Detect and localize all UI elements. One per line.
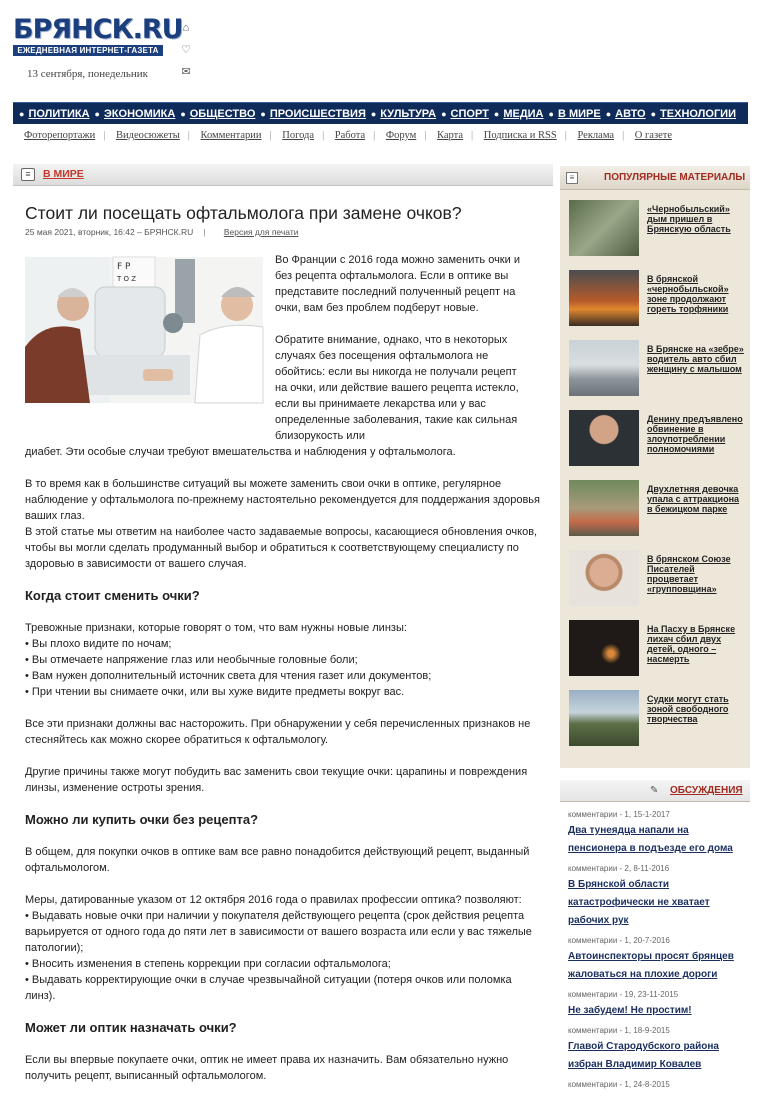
subnav-photo-reports[interactable]: Фоторепортажи [24,130,96,141]
list-item[interactable] [569,340,750,410]
discussions-list [560,802,750,1090]
thumbnail[interactable] [569,550,639,606]
subnav-rss[interactable]: Подписка и RSS [483,130,557,141]
article-paragraph: В этой статье мы ответим на наиболее часто задаваемые вопросы, касающиеся обновления очков, чтобы вы могли сделать продуманный выбор и обратиться к соответствующему специалисту по здоровью в зависимости от вашего случая. [25,526,538,570]
list-item: • При чтении вы снимаете очки, или вы хуже видите предметы вокруг вас. [25,684,540,700]
nav-item-media[interactable]: МЕДИА [503,107,544,120]
article-subheading: Когда стоит сменить очки? [25,588,200,603]
section-bar [13,164,553,186]
list-item[interactable] [569,690,750,760]
thumbnail[interactable] [569,620,639,676]
discussion-link[interactable]: Главой Стародубского района избран Владимир Ковалев [568,1041,719,1070]
discussion-link[interactable]: Не забудем! Не простим! [568,1005,692,1016]
subnav-comments[interactable]: Комментарии [200,130,262,141]
discussions-title[interactable]: ОБСУЖДЕНИЯ [670,785,743,796]
article-paragraph: Все эти признаки должны вас насторожить. При обнаружении у себя перечисленных признаков не стесняйтесь как можно скорее обратиться к офтальмологу. [25,718,531,746]
popular-link[interactable]: Судки могут стать зоной свободного творчества [647,694,729,724]
subnav-jobs[interactable]: Работа [334,130,366,141]
popular-header [560,166,750,190]
thumbnail[interactable] [569,410,639,466]
nav-item-tech[interactable]: ТЕХНОЛОГИИ [660,107,736,120]
header-icons [180,22,192,88]
subnav-weather[interactable]: Погода [282,130,315,141]
discussion-meta: комментарии - 2, 8-11-2016 [568,864,670,873]
popular-link[interactable]: Двухлетняя девочка упала с аттракциона в бежицком парке [647,484,740,514]
article-paragraph: Другие причины также могут побудить вас заменить свои текущие очки: царапины и повреждения линзы, изменение остроты зрения. [25,766,528,794]
logo-tagline: ЕЖЕДНЕВНАЯ ИНТЕРНЕТ-ГАЗЕТА [13,45,163,56]
article-paragraph: диабет. Эти особые случаи требуют вмешательства и наблюдения у офтальмолога. [25,446,456,458]
popular-link[interactable]: «Чернобыльский» дым пришел в Брянскую область [647,204,731,234]
list-item[interactable] [569,550,750,620]
popular-link[interactable]: В брянском Союзе Писателей процветает «групповщина» [647,554,731,594]
heart-icon[interactable]: ♡ [181,44,191,56]
main-nav: ● ПОЛИТИКА ● ЭКОНОМИКА ● ОБЩЕСТВО ● ПРОИСШЕСТВИЯ ● КУЛЬТУРА ● СПОРТ ● МЕДИА ● В МИРЕ ● АВТО ● ТЕХНОЛОГИИ [13,102,748,124]
popular-link[interactable]: В Брянске на «зебре» водитель авто сбил женщину с малышом [647,344,744,374]
article-paragraph: Если вы впервые покупаете очки, оптик не имеет права их назначить. Вам обязательно нужно получить рецепт, выписанный офтальмологом. [25,1054,509,1082]
article-title: Стоит ли посещать офтальмолога при замене очков? [25,203,462,223]
subnav-map[interactable]: Карта [437,130,464,141]
newspaper-icon: ≡ [21,168,35,181]
section-link-world[interactable]: В МИРЕ [43,168,84,180]
subnav-videos[interactable]: Видеосюжеты [115,130,180,141]
site-header [0,0,768,98]
signs-list [25,636,540,700]
current-date: 13 сентября, понедельник [27,68,149,80]
site-logo[interactable] [13,14,183,59]
discussion-link[interactable]: В Брянской области катастрофически не хватает рабочих рук [568,879,710,926]
thumbnail[interactable] [569,480,639,536]
popular-link[interactable]: В брянской «чернобыльской» зоне продолжают гореть торфяники [647,274,729,314]
list-item: • Вы отмечаете напряжение глаз или необычные головные боли; [25,652,540,668]
secondary-nav: Фоторепортажи | Видеосюжеты | Комментарии | Погода | Работа | Форум | Карта | Подписка и RSS | Реклама | О газете [24,130,673,141]
measures-list [25,908,540,1004]
nav-item-culture[interactable]: КУЛЬТУРА [380,107,437,120]
subnav-ads[interactable]: Реклама [577,130,615,141]
popular-list [560,190,750,768]
discussion-meta: комментарии - 19, 23-11-2015 [568,990,679,999]
list-item[interactable] [569,270,750,340]
discussion-meta: комментарии - 1, 24-8-2015 [568,1080,670,1089]
article-meta [25,227,298,237]
list-item: • Выдавать новые очки при наличии у покупателя действующего рецепта (срок действия рецепта варьируется от одного года до пяти лет в зависимости от вашего возраста или если у вас тяжелые патологии); [25,908,540,956]
popular-link[interactable]: На Пасху в Брянске лихач сбил двух детей, одного – насмерть [647,624,736,664]
article-paragraph: Меры, датированные указом от 12 октября 2016 года о правилах профессии оптика? позволяют: [25,894,522,906]
article-paragraph: В общем, для покупки очков в оптике вам все равно понадобится действующий рецепт, выданный офтальмологом. [25,846,530,874]
thumbnail[interactable] [569,200,639,256]
article-paragraph: В то время как в большинстве ситуаций вы можете заменить свои очки в оптике, регулярное наблюдение у офтальмолога по-прежнему настоятельно рекомендуется для поддержания здоровья ваших глаз. [25,478,540,522]
article-subheading: Можно ли купить очки без рецепта? [25,812,259,827]
article-body [25,252,540,1100]
thumbnail[interactable] [569,340,639,396]
list-item: • Вам нужен дополнительный источник света для чтения газет или документов; [25,668,540,684]
subnav-about[interactable]: О газете [634,130,673,141]
meta-separator: | [203,227,206,237]
discussions-header [560,780,750,802]
article-subheading: Может ли оптик назначать очки? [25,1020,237,1035]
list-item: • Вносить изменения в степень коррекции при согласии офтальмолога; [25,956,540,972]
nav-item-politics[interactable]: ПОЛИТИКА [28,107,90,120]
list-item[interactable] [569,480,750,550]
popular-link[interactable]: Денину предъявлено обвинение в злоупотреблении полномочиями [647,414,743,454]
home-icon[interactable]: ⌂ [182,22,190,34]
list-item [568,864,750,928]
list-item [568,1080,750,1090]
svg-text:F P: F P [117,262,131,272]
discussion-meta: комментарии - 1, 18-9-2015 [568,1026,670,1035]
subnav-forum[interactable]: Форум [385,130,417,141]
discussion-link[interactable]: Два тунеядца напали на пенсионера в подъезде его дома [568,825,733,854]
list-item[interactable] [569,620,750,690]
popular-title: ПОПУЛЯРНЫЕ МАТЕРИАЛЫ [604,172,746,183]
logo-text: БРЯНСК.RU [13,14,183,45]
list-item[interactable] [569,410,750,480]
list-item [568,810,750,856]
nav-item-incidents[interactable]: ПРОИСШЕСТВИЯ [269,107,366,120]
article-paragraph: Во Франции с 2016 года можно заменить очки и без рецепта офтальмолога. Если в оптике вы представите последний полученный рецепт на очки, вам без проблем подберут новые. [275,254,520,314]
nav-item-world[interactable]: В МИРЕ [557,107,601,120]
article-date: 25 мая 2021, вторник, 16:42 – БРЯНСК.RU [25,227,194,237]
list-item[interactable] [569,200,750,270]
nav-item-society[interactable]: ОБЩЕСТВО [189,107,256,120]
newspaper-icon: ≡ [566,172,578,184]
svg-text:T O Z: T O Z [117,275,137,283]
list-item [568,936,750,982]
list-item: • Вы плохо видите по ночам; [25,636,540,652]
article-paragraph: Тревожные признаки, которые говорят о том, что вам нужны новые линзы: [25,622,407,634]
list-item [568,990,750,1018]
discussion-meta: комментарии - 1, 20-7-2016 [568,936,670,945]
article-paragraph: Обратите внимание, однако, что в некоторых случаях без посещения офтальмолога не обойтись: если вы никогда не получали рецепт на очки, или действие вашего рецепта истекло, если вы принимаете лекарства или у вас определенные заболевания, такие как сильная близорукость или [275,334,519,442]
thumbnail[interactable] [569,690,639,746]
list-item: • Выдавать корректирующие очки в случае чрезвычайной ситуации (потеря очков или поломка линз). [25,972,540,1004]
mail-icon[interactable]: ✉ [181,66,191,78]
chat-icon: ✎ [650,785,659,796]
nav-item-auto[interactable]: АВТО [615,107,646,120]
print-version-link[interactable]: Версия для печати [223,227,299,237]
discussion-link[interactable]: Автоинспекторы просят брянцев жаловаться на плохие дороги [568,951,734,980]
sidebar [560,166,750,1098]
list-item [568,1026,750,1072]
thumbnail[interactable] [569,270,639,326]
discussion-meta: комментарии - 1, 15-1-2017 [568,810,670,819]
nav-item-sport[interactable]: СПОРТ [450,107,489,120]
nav-item-economy[interactable]: ЭКОНОМИКА [103,107,176,120]
